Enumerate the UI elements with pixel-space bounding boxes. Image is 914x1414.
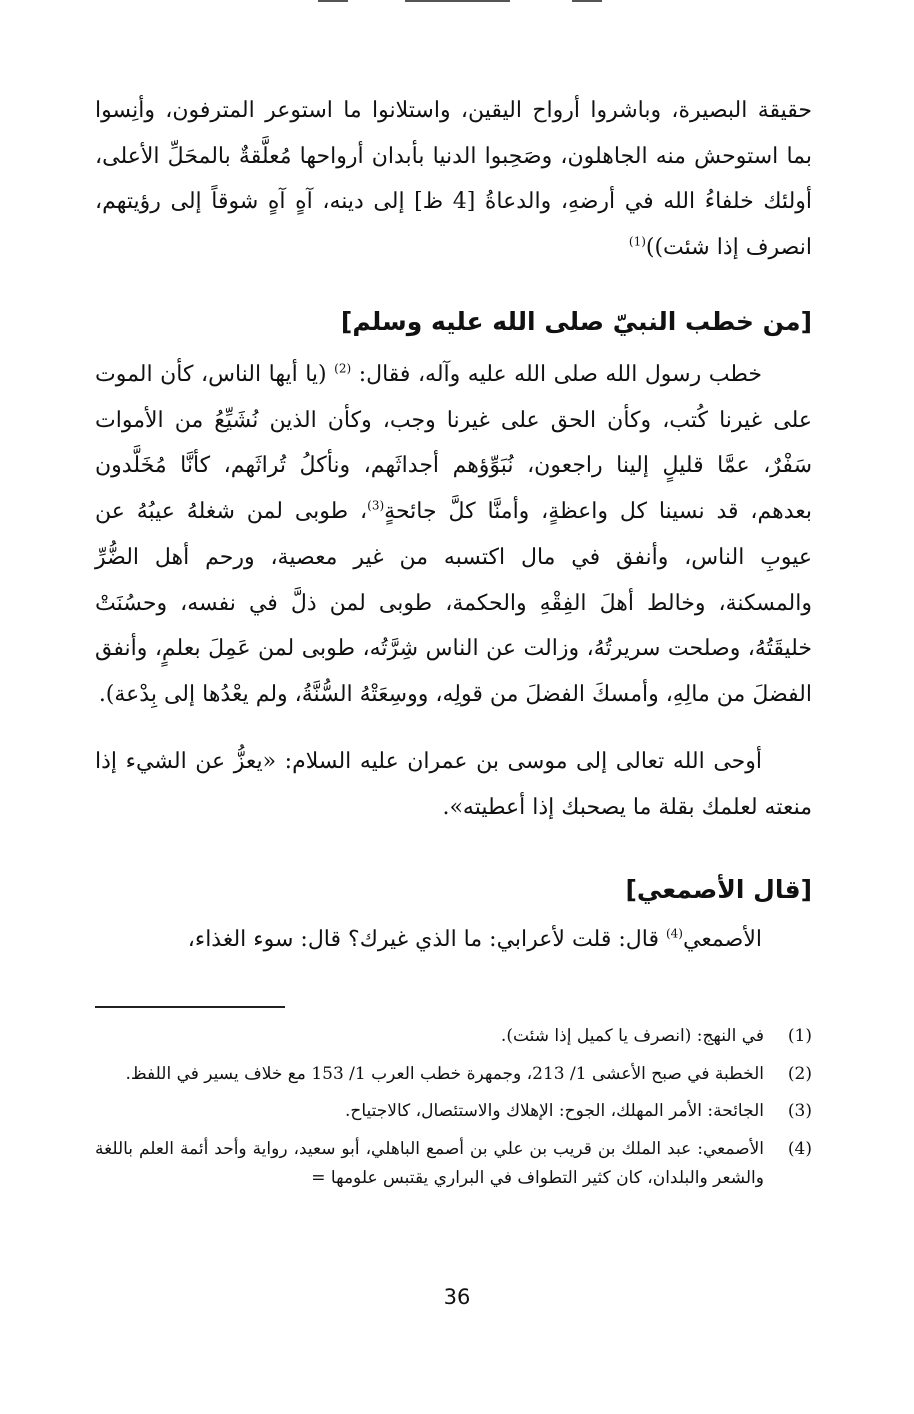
page-number: 36 <box>443 1285 471 1309</box>
footnote-text: في النهج: (انصرف يا كميل إذا شئت). <box>500 1026 764 1046</box>
footnote-number: (2) <box>787 1063 812 1084</box>
footnotes <box>95 1022 812 1202</box>
footnote-separator <box>95 1006 285 1008</box>
footnote-number: (4) <box>787 1138 812 1159</box>
footnote-ref-3: (3) <box>367 498 385 513</box>
footnote-number: (3) <box>787 1101 812 1121</box>
footnote-item <box>95 1097 812 1127</box>
footnote-text: الخطبة في صبح الأعشى 1/ 213، وجمهرة خطب العرب 1/ 153 مع خلاف يسير في اللفظ. <box>125 1063 764 1084</box>
sermon-paragraph <box>95 352 812 718</box>
intro-paragraph <box>95 88 812 271</box>
sermon-text-part2: ، طوبى لمن شغلهُ عيبُهُ عن عيوبِ الناس، وأنفق في مال اكتسبه من غير معصية، ورحم أهل الضُّرِّ والمسكنة، وخالط أهلَ الفِقْهِ والحكمة، طوبى لمن ذلَّ في نفسه، وحسُنَتْ خليقَتُهُ، وصلحت سريرتُهُ، وزالت عن الناس شِرَّتُه، طوبى لمن عَمِلَ بعلمٍ، وأنفق الفضلَ من مالِهِ، وأمسكَ الفضلَ من قولِه، ووسِعَتْهُ السُّنَّةُ، ولم يعْدُها إلى بِدْعة). <box>95 499 813 707</box>
top-edge-mark <box>405 0 510 2</box>
sermon-text-part1: (يا أيها الناس، كأن الموت على غيرنا كُتب، وكأن الحق على غيرنا وجب، وكأن الذين نُشَيِّعُ من الأموات سَفْرٌ، عمَّا قليلٍ إلينا راجعون، نُبَوِّؤهم أجداثَهم، ونأكلُ تُراثَهم، كأنَّا مُخَلَّدون بعدهم، قد نسينا كل واعظةٍ، وأمنَّا كلَّ جائحةٍ <box>95 362 812 525</box>
section-heading-sermon: [من خطب النبيّ صلى الله عليه وسلم] <box>340 307 812 336</box>
top-edge-mark <box>318 0 348 2</box>
footnote-text: الأصمعي: عبد الملك بن قريب بن علي بن أصمع الباهلي، أبو سعيد، رواية وأحد أئمة العلم باللغة والشعر والبلدان، كان كثير التطواف في البراري يقتبس علومها = <box>95 1138 764 1188</box>
footnote-ref-2: (2) <box>334 361 352 376</box>
asmai-name: الأصمعي <box>682 927 762 952</box>
footnote-item <box>95 1060 812 1090</box>
asmai-text: قال: قلت لأعرابي: ما الذي غيرك؟ قال: سوء الغذاء، <box>187 927 666 952</box>
footnote-number: (1) <box>787 1026 812 1046</box>
top-edge-mark <box>572 0 602 2</box>
footnote-ref-4: (4) <box>665 926 683 941</box>
footnote-item <box>95 1022 812 1052</box>
sermon-lead: خطب رسول الله صلى الله عليه وآله، فقال: <box>351 362 762 387</box>
moses-paragraph: أوحى الله تعالى إلى موسى بن عمران عليه السلام: «يعزُّ عن الشيء إذا منعته لعلمك بقلة ما يصحبك إذا أعطيته». <box>95 749 812 820</box>
asmai-paragraph <box>95 917 812 963</box>
footnote-text: الجائحة: الأمر المهلك، الجوح: الإهلاك والاستئصال، كالاجتياح. <box>344 1101 764 1121</box>
footnote-ref-1: (1) <box>628 234 646 249</box>
footnote-item <box>95 1135 812 1194</box>
page-body <box>95 88 812 963</box>
section-heading-asmai: [قال الأصمعي] <box>625 875 812 904</box>
intro-text: حقيقة البصيرة، وباشروا أرواح اليقين، واستلانوا ما استوعر المترفون، وأنِسوا بما استوحش منه الجاهلون، وصَحِبوا الدنيا بأبدان أرواحها مُعلَّقةٌ بالمحَلِّ الأعلى، أولئك خلفاءُ الله في أرضهِ، والدعاةُ [4 ظ] إلى دينه، آهٍ آهٍ شوقاً إلى رؤيتهم، انصرف إذا شئت)) <box>95 98 813 261</box>
